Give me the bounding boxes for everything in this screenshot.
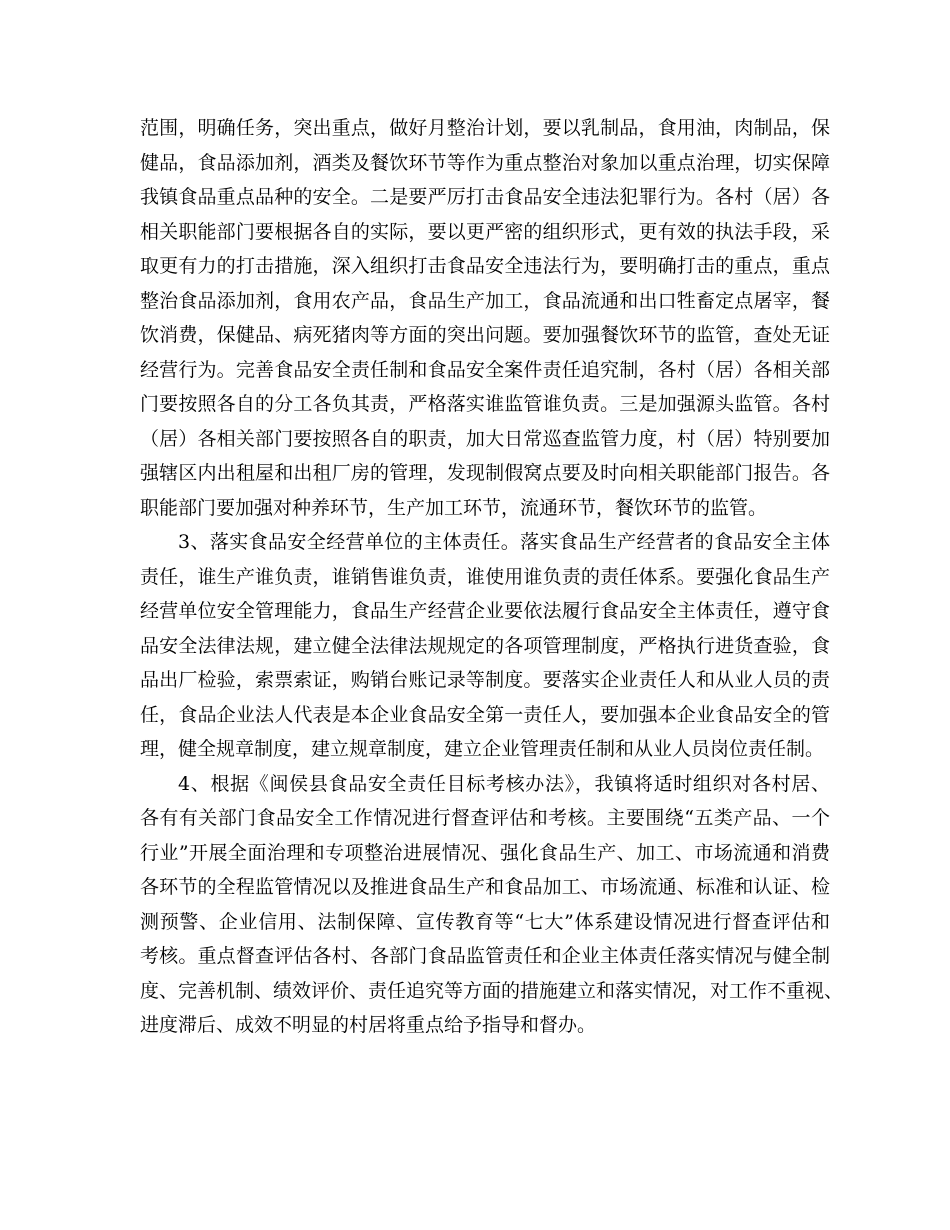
- document-body: [140, 111, 844, 1043]
- text-line: 任，食品企业法人代表是本企业食品安全第一责任人，要加强本企业食品安全的管: [140, 703, 830, 726]
- text-line: 我镇食品重点品种的安全。二是要严厉打击食品安全违法犯罪行为。各村（居）各: [140, 186, 830, 208]
- text-line: 责任，谁生产谁负责，谁销售谁负责，谁使用谁负责的责任体系。要强化食品生产: [140, 565, 830, 588]
- text-line: 经营行为。完善食品安全责任制和食品安全案件责任追究制，各村（居）各相关部: [140, 358, 830, 381]
- text-line: 行业”开展全面治理和专项整治进展情况、强化食品生产、加工、市场流通和消费: [140, 841, 830, 864]
- text-line: 3、落实食品安全经营单位的主体责任。落实食品生产经营者的食品安全主体: [178, 531, 830, 553]
- text-line: 度、完善机制、绩效评价、责任追究等方面的措施建立和落实情况，对工作不重视、: [140, 979, 844, 1002]
- text-line: 经营单位安全管理能力，食品生产经营企业要依法履行食品安全主体责任，遵守食: [140, 600, 830, 622]
- text-line: 强辖区内出租屋和出租厂房的管理，发现制假窝点要及时向相关职能部门报告。各: [140, 462, 830, 484]
- text-line: 取更有力的打击措施，深入组织打击食品安全违法行为，要明确打击的重点，重点: [140, 255, 830, 277]
- text-line: 各环节的全程监管情况以及推进食品生产和食品加工、市场流通、标准和认证、检: [140, 876, 830, 898]
- text-line: 品安全法律法规，建立健全法律法规规定的各项管理制度，严格执行进货查验，食: [140, 634, 830, 657]
- text-line: 健品，食品添加剂，酒类及餐饮环节等作为重点整治对象加以重点治理，切实保障: [140, 151, 830, 174]
- text-line: 测预警、企业信用、法制保障、宣传教育等“七大”体系建设情况进行督查评估和: [140, 910, 830, 933]
- paragraph-p3: [140, 767, 844, 1043]
- text-line: 各有有关部门食品安全工作情况进行督查评估和考核。主要围绕“五类产品、一个: [140, 807, 830, 829]
- text-line: 考核。重点督查评估各村、各部门食品监管责任和企业主体责任落实情况与健全制: [140, 945, 830, 967]
- text-line: 品出厂检验，索票索证，购销台账记录等制度。要落实企业责任人和从业人员的责: [140, 669, 830, 691]
- text-line: 门要按照各自的分工各负其责，严格落实谁监管谁负责。三是加强源头监管。各村: [140, 393, 830, 415]
- text-line: 4、根据《闽侯县食品安全责任目标考核办法》，我镇将适时组织对各村居、: [178, 772, 830, 795]
- text-line: 饮消费，保健品、病死猪肉等方面的突出问题。要加强餐饮环节的监管，查处无证: [140, 324, 830, 346]
- text-line: 相关职能部门要根据各自的实际，要以更严密的组织形式，更有效的执法手段，采: [140, 220, 830, 243]
- text-line: （居）各相关部门要按照各自的职责，加大日常巡查监管力度，村（居）特别要加: [140, 427, 830, 450]
- paragraph-p1: [140, 111, 830, 525]
- paragraph-p2: [140, 525, 830, 767]
- text-line: 范围，明确任务，突出重点，做好月整治计划，要以乳制品，食用油，肉制品，保: [140, 117, 830, 139]
- text-line: 整治食品添加剂，食用农产品，食品生产加工，食品流通和出口牲畜定点屠宰，餐: [140, 289, 830, 312]
- text-line: 理，健全规章制度，建立规章制度，建立企业管理责任制和从业人员岗位责任制。: [140, 738, 825, 760]
- text-line: 进度滞后、成效不明显的村居将重点给予指导和督办。: [140, 1014, 597, 1036]
- text-line: 职能部门要加强对种养环节，生产加工环节，流通环节，餐饮环节的监管。: [140, 496, 768, 519]
